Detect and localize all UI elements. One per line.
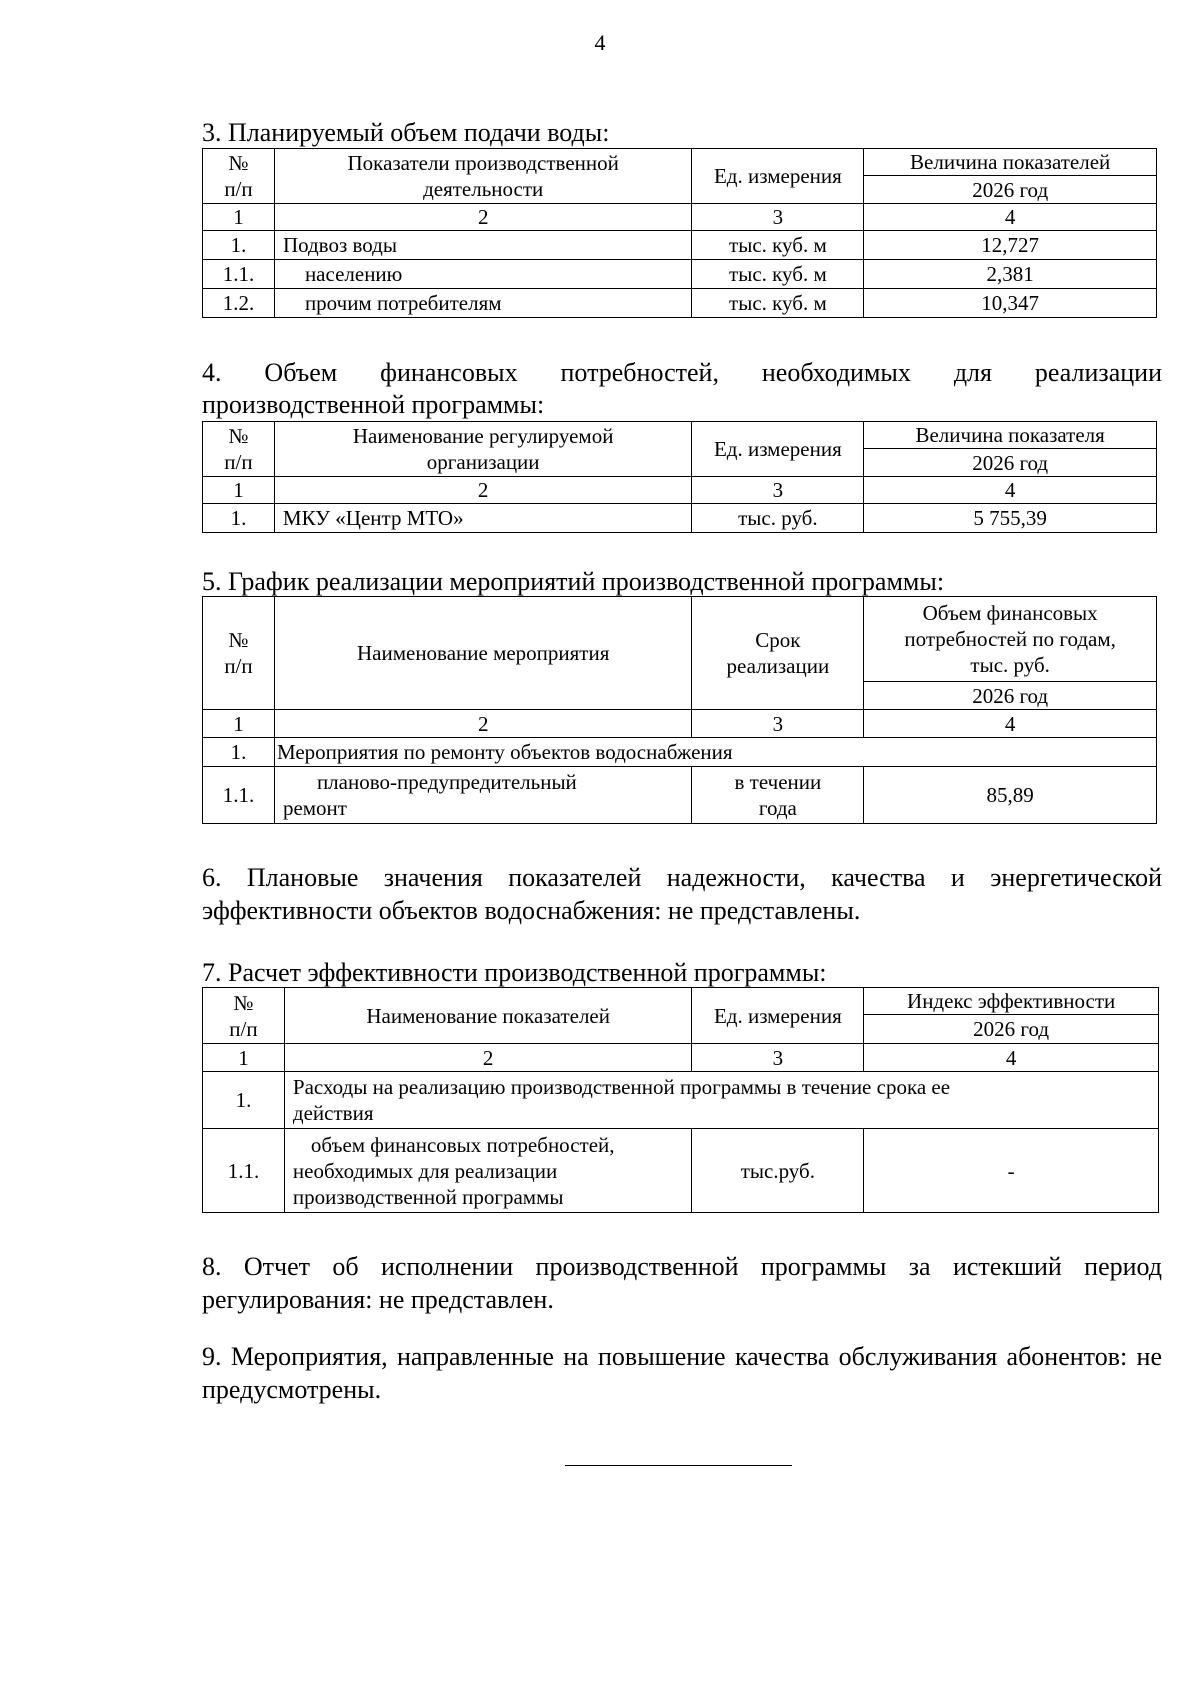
header-term: Срок реализации <box>692 597 864 710</box>
col-number: 4 <box>864 1044 1159 1072</box>
col-number: 3 <box>692 204 864 231</box>
col-number: 1 <box>203 710 275 738</box>
header-name: Наименование мероприятия <box>274 597 692 710</box>
col-number: 3 <box>692 710 864 738</box>
row-num: 1.2. <box>203 289 275 318</box>
header-num: № п/п <box>203 422 275 477</box>
row-num: 1. <box>203 1072 285 1129</box>
group-row-name: Расходы на реализацию производственной программы в течение срока ее действия <box>284 1072 1158 1129</box>
col-number: 2 <box>274 204 692 231</box>
table-row <box>203 767 1157 824</box>
header-unit: Ед. измерения <box>692 988 864 1044</box>
header-num: № п/п <box>203 149 275 204</box>
section9-text: 9. Мероприятия, направленные на повышение качества обслуживания абонентов: не предусмотрены. <box>202 1342 1162 1404</box>
row-unit: тыс. куб. м <box>692 260 864 289</box>
row-num: 1. <box>203 231 275 260</box>
row-name: планово-предупредительный ремонт <box>274 767 692 824</box>
col-number: 4 <box>864 477 1157 504</box>
header-year: 2026 год <box>864 1015 1159 1044</box>
row-value: 10,347 <box>864 289 1157 318</box>
row-unit: тыс. куб. м <box>692 289 864 318</box>
table-row <box>203 231 1157 260</box>
header-num: № п/п <box>203 988 285 1044</box>
row-value: 12,727 <box>864 231 1157 260</box>
row-name: объем финансовых потребностей, необходимых для реализации производственной программы <box>284 1129 692 1213</box>
col-number: 1 <box>203 204 275 231</box>
header-year: 2026 год <box>864 449 1157 477</box>
closing-rule <box>565 1465 792 1466</box>
col-number: 1 <box>203 477 275 504</box>
col-number: 2 <box>284 1044 692 1072</box>
row-num: 1. <box>203 504 275 533</box>
header-year: 2026 год <box>864 176 1157 204</box>
row-name: МКУ «Центр МТО» <box>274 504 692 533</box>
col-number: 2 <box>274 477 692 504</box>
col-number: 4 <box>864 710 1157 738</box>
section4-title-line1: 4. Объем финансовых потребностей, необходимых для реализации <box>202 358 1162 387</box>
row-value: 2,381 <box>864 260 1157 289</box>
header-year: 2026 год <box>864 682 1157 710</box>
row-value: - <box>864 1129 1159 1213</box>
row-value: 5 755,39 <box>864 504 1157 533</box>
header-unit: Ед. измерения <box>692 422 864 477</box>
efficiency-table <box>202 987 1159 1213</box>
table-row <box>203 1072 1159 1129</box>
header-value: Индекс эффективности <box>864 988 1159 1015</box>
row-unit: тыс.руб. <box>692 1129 864 1213</box>
header-name: Показатели производственной деятельности <box>274 149 692 204</box>
financial-needs-table <box>202 421 1157 533</box>
table-row <box>203 1129 1159 1213</box>
row-unit: тыс. куб. м <box>692 231 864 260</box>
row-num: 1.1. <box>203 1129 285 1213</box>
row-num: 1.1. <box>203 767 275 824</box>
section4-title-line2: производственной программы: <box>202 390 545 419</box>
col-number: 2 <box>274 710 692 738</box>
section5-title: 5. График реализации мероприятий производственной программы: <box>202 567 945 596</box>
page-number: 4 <box>594 30 606 55</box>
header-value: Величина показателя <box>864 422 1157 449</box>
row-num: 1. <box>203 738 275 767</box>
header-unit: Ед. измерения <box>692 149 864 204</box>
row-term: в течении года <box>692 767 864 824</box>
header-value: Величина показателей <box>864 149 1157 176</box>
row-name: прочим потребителям <box>274 289 692 318</box>
row-unit: тыс. руб. <box>692 504 864 533</box>
col-number: 3 <box>692 477 864 504</box>
header-num: № п/п <box>203 597 275 710</box>
section7-title: 7. Расчет эффективности производственной программы: <box>202 958 827 987</box>
row-num: 1.1. <box>203 260 275 289</box>
col-number: 4 <box>864 204 1157 231</box>
section8-text: 8. Отчет об исполнении производственной программы за истекший период регулирования: не представлен. <box>202 1252 1162 1314</box>
table-row <box>203 289 1157 318</box>
table-row <box>203 260 1157 289</box>
section6-text: 6. Плановые значения показателей надежности, качества и энергетической эффективности объектов водоснабжения: не представлены. <box>202 863 1162 925</box>
header-value: Объем финансовых потребностей по годам, тыс. руб. <box>864 597 1157 682</box>
row-value: 85,89 <box>864 767 1157 824</box>
header-name: Наименование показателей <box>284 988 692 1044</box>
row-name: Подвоз воды <box>274 231 692 260</box>
section3-title: 3. Планируемый объем подачи воды: <box>202 118 610 147</box>
col-number: 3 <box>692 1044 864 1072</box>
col-number: 1 <box>203 1044 285 1072</box>
table-row <box>203 738 1157 767</box>
header-name: Наименование регулируемой организации <box>274 422 692 477</box>
group-row-name: Мероприятия по ремонту объектов водоснабжения <box>274 738 1156 767</box>
table-row <box>203 504 1157 533</box>
schedule-table <box>202 596 1157 824</box>
row-name: населению <box>274 260 692 289</box>
water-supply-table <box>202 148 1157 318</box>
